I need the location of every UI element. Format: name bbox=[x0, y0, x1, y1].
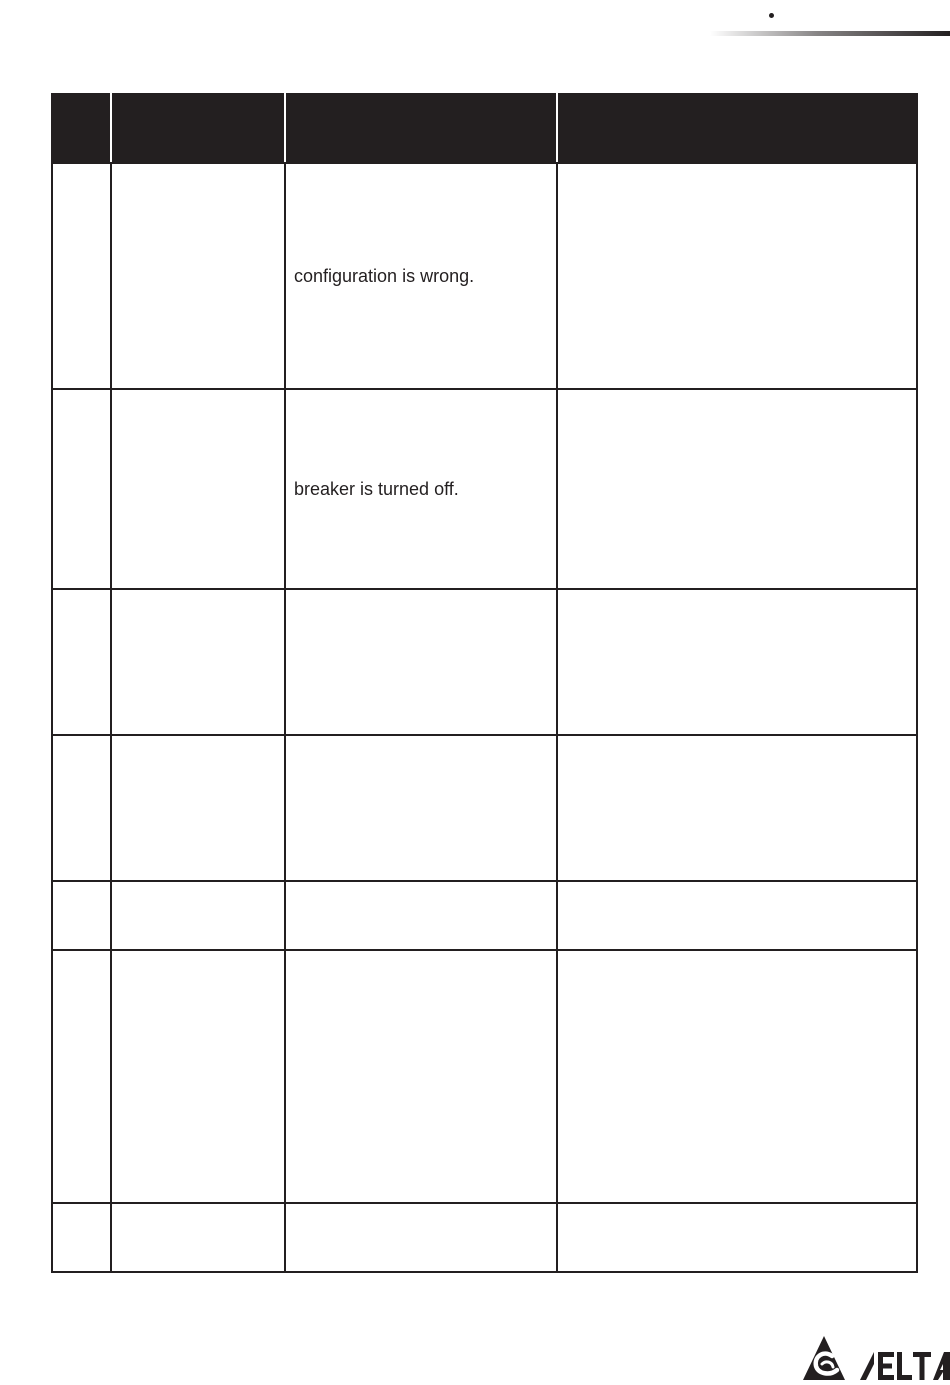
header-bullet bbox=[769, 13, 774, 18]
table-header-row bbox=[52, 94, 917, 163]
delta-triangle-logo-icon bbox=[803, 1336, 845, 1380]
cell-cause bbox=[285, 881, 557, 950]
cell-cause bbox=[285, 163, 557, 389]
header-cell-solution bbox=[557, 94, 917, 163]
cell-problem bbox=[111, 163, 285, 389]
table-row bbox=[52, 735, 917, 881]
cell-problem bbox=[111, 1203, 285, 1272]
cell-problem bbox=[111, 389, 285, 589]
cell-problem bbox=[111, 735, 285, 881]
cell-no bbox=[52, 950, 111, 1203]
header-cell-cause bbox=[285, 94, 557, 163]
table-row bbox=[52, 163, 917, 389]
cell-solution bbox=[557, 389, 917, 589]
cause-text: breaker is turned off. bbox=[294, 479, 459, 499]
cell-solution bbox=[557, 881, 917, 950]
table-row bbox=[52, 950, 917, 1203]
delta-wordmark bbox=[860, 1352, 950, 1380]
table-row bbox=[52, 389, 917, 589]
cell-problem bbox=[111, 950, 285, 1203]
cell-cause bbox=[285, 735, 557, 881]
header-gradient-rule bbox=[710, 31, 950, 36]
cell-problem bbox=[111, 589, 285, 735]
table-row bbox=[52, 589, 917, 735]
cell-cause bbox=[285, 389, 557, 589]
cell-no bbox=[52, 1203, 111, 1272]
cause-text: configuration is wrong. bbox=[294, 266, 475, 286]
cell-no bbox=[52, 589, 111, 735]
cell-cause bbox=[285, 950, 557, 1203]
cell-solution bbox=[557, 589, 917, 735]
cell-solution bbox=[557, 735, 917, 881]
delta-logo bbox=[802, 1334, 950, 1382]
cell-no bbox=[52, 389, 111, 589]
header-cell-problem bbox=[111, 94, 285, 163]
table-row bbox=[52, 881, 917, 950]
cell-no bbox=[52, 163, 111, 389]
cell-cause bbox=[285, 589, 557, 735]
cell-no bbox=[52, 735, 111, 881]
cell-no bbox=[52, 881, 111, 950]
table-row bbox=[52, 1203, 917, 1272]
troubleshooting-table bbox=[51, 93, 918, 1273]
cell-solution bbox=[557, 950, 917, 1203]
cell-solution bbox=[557, 1203, 917, 1272]
cell-solution bbox=[557, 163, 917, 389]
cell-cause bbox=[285, 1203, 557, 1272]
cell-problem bbox=[111, 881, 285, 950]
header-cell-no bbox=[52, 94, 111, 163]
